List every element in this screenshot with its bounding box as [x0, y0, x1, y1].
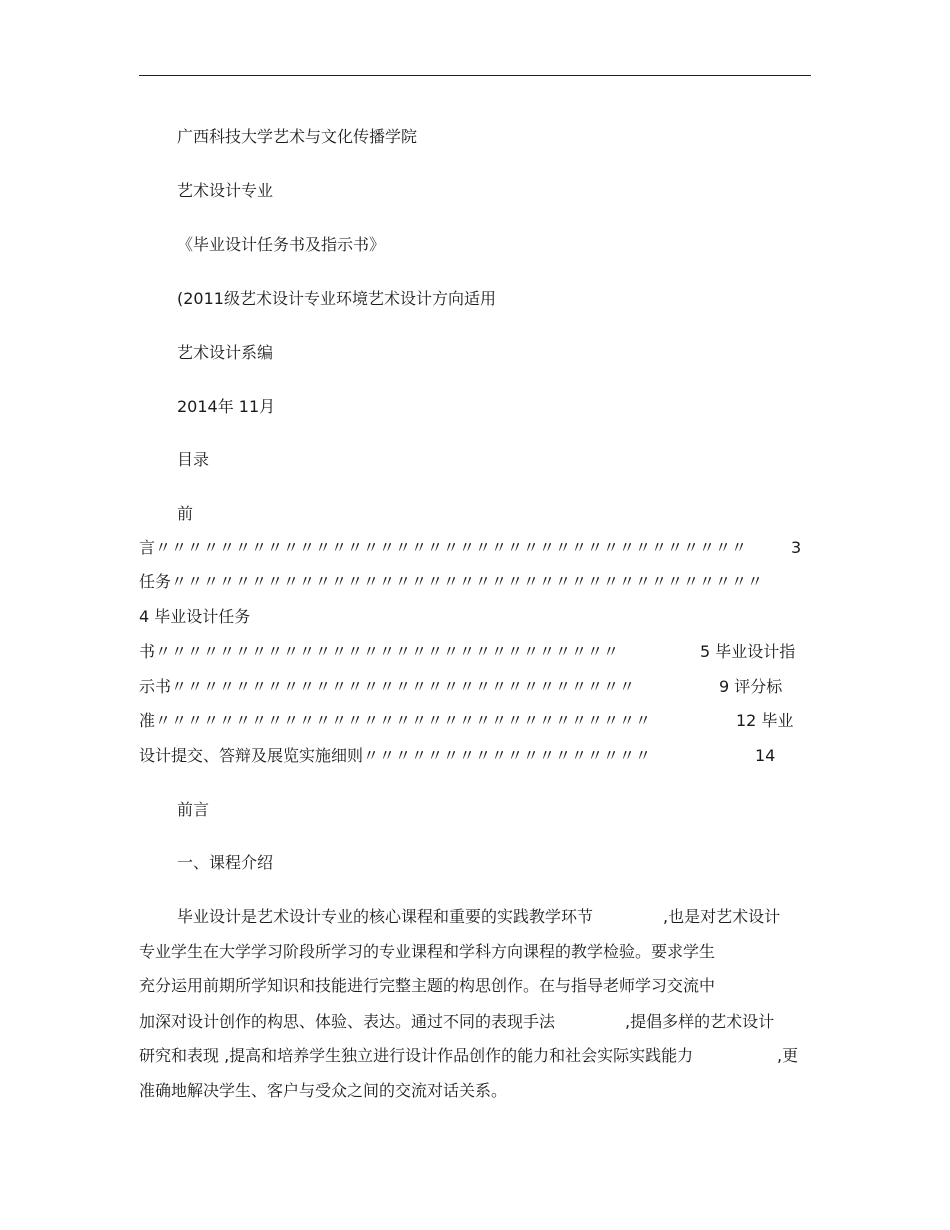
body-line: 专业学生在大学学习阶段所学习的专业课程和学科方向课程的教学检验。要求学生	[139, 942, 716, 961]
body-line: 毕业设计是艺术设计专业的核心课程和重要的实践教学环节	[177, 907, 594, 926]
toc-line: 准〃〃〃〃〃〃〃〃〃〃〃〃〃〃〃〃〃〃〃〃〃〃〃〃〃〃〃〃〃〃〃	[139, 711, 652, 730]
toc-line: 书〃〃〃〃〃〃〃〃〃〃〃〃〃〃〃〃〃〃〃〃〃〃〃〃〃〃〃〃〃	[139, 642, 620, 661]
toc-page-number: 14	[755, 746, 776, 765]
date-line: 2014年 11月	[177, 397, 276, 416]
body-line: 准确地解决学生、客户与受众之间的交流对话关系。	[139, 1081, 508, 1100]
body-line: 充分运用前期所学知识和技能进行完整主题的构思创作。在与指导老师学习交流中	[139, 976, 716, 995]
applicability-note: (2011级艺术设计专业环境艺术设计方向适用	[177, 289, 496, 308]
toc-line: 设计提交、答辩及展览实施细则〃〃〃〃〃〃〃〃〃〃〃〃〃〃〃〃〃〃	[139, 746, 652, 765]
preface-title: 前言	[177, 800, 210, 819]
body-line-tail: ,更	[777, 1046, 799, 1065]
toc-line: 言〃〃〃〃〃〃〃〃〃〃〃〃〃〃〃〃〃〃〃〃〃〃〃〃〃〃〃〃〃〃〃〃〃〃〃〃〃	[139, 538, 748, 557]
toc-page-number: 12 毕业	[736, 711, 794, 730]
toc-heading: 目录	[177, 450, 210, 469]
toc-page-number: 5 毕业设计指	[700, 642, 796, 661]
school-name: 广西科技大学艺术与文化传播学院	[177, 127, 418, 146]
toc-line: 示书〃〃〃〃〃〃〃〃〃〃〃〃〃〃〃〃〃〃〃〃〃〃〃〃〃〃〃〃〃	[139, 677, 636, 696]
toc-line: 任务〃〃〃〃〃〃〃〃〃〃〃〃〃〃〃〃〃〃〃〃〃〃〃〃〃〃〃〃〃〃〃〃〃〃〃〃〃	[139, 572, 764, 591]
editor-line: 艺术设计系编	[177, 343, 274, 362]
toc-line: 4 毕业设计任务	[139, 607, 251, 626]
toc-line: 前	[177, 504, 194, 523]
toc-page-number: 9 评分标	[719, 677, 783, 696]
body-line: 研究和表现 ,提高和培养学生独立进行设计作品创作的能力和社会实际实践能力	[139, 1046, 694, 1065]
body-line-tail: ,提倡多样的艺术设计	[625, 1012, 775, 1031]
header-rule	[139, 75, 811, 76]
section-title: 一、课程介绍	[177, 853, 274, 872]
major-name: 艺术设计专业	[177, 181, 274, 200]
body-line: 加深对设计创作的构思、体验、表达。通过不同的表现手法	[139, 1012, 556, 1031]
body-line-tail: ,也是对艺术设计	[663, 907, 781, 926]
document-title: 《毕业设计任务书及指示书》	[177, 235, 386, 254]
toc-page-number: 3	[791, 538, 802, 557]
